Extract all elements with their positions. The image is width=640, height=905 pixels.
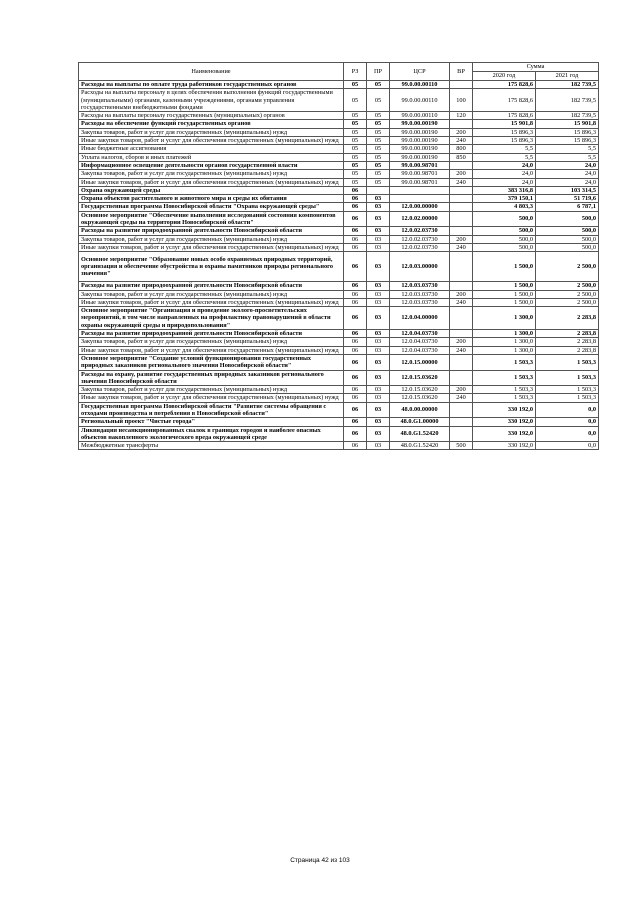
row-name: Иные закупки товаров, работ и услуг для обеспечения государственных (муниципальных) нужд [79, 298, 344, 306]
table-row [79, 203, 599, 211]
row-sum-2021: 2 283,8 [536, 338, 599, 346]
row-pr: 05 [367, 170, 390, 178]
row-csr: 48.0.00.00000 [390, 402, 450, 418]
header-rz: РЗ [344, 63, 367, 81]
row-sum-2021: 500,0 [536, 243, 599, 251]
row-pr: 03 [367, 418, 390, 426]
row-csr: 12.0.02.03730 [390, 235, 450, 243]
row-name: Иные бюджетные ассигнования [79, 145, 344, 153]
row-sum-2020: 175 828,6 [473, 81, 536, 89]
row-csr: 12.0.02.00000 [390, 211, 450, 227]
row-rz: 06 [344, 195, 367, 203]
row-rz: 06 [344, 203, 367, 211]
row-pr: 05 [367, 137, 390, 145]
row-sum-2020: 330 192,0 [473, 442, 536, 450]
row-rz: 05 [344, 153, 367, 161]
row-sum-2021: 6 787,1 [536, 203, 599, 211]
row-rz: 05 [344, 178, 367, 186]
row-pr: 03 [367, 227, 390, 235]
header-year-2020: 2020 год [473, 72, 536, 81]
row-vr [450, 227, 473, 235]
table-row [79, 418, 599, 426]
row-sum-2021: 1 503,3 [536, 354, 599, 370]
row-pr: 03 [367, 426, 390, 442]
row-csr: 12.0.04.03730 [390, 338, 450, 346]
row-rz: 06 [344, 402, 367, 418]
table-body [79, 81, 599, 450]
row-vr: 200 [450, 235, 473, 243]
row-csr: 12.0.04.00000 [390, 307, 450, 330]
row-csr: 12.0.02.03730 [390, 243, 450, 251]
table-row [79, 394, 599, 402]
row-name: Государственная программа Новосибирской области "Охрана окружающей среды" [79, 203, 344, 211]
row-name: Государственная программа Новосибирской области "Развитие системы обращения с отходами производства и потребления в Новосибирской области" [79, 402, 344, 418]
row-pr: 03 [367, 370, 390, 386]
row-pr [367, 186, 390, 194]
row-name: Закупка товаров, работ и услуг для государственных (муниципальных) нужд [79, 235, 344, 243]
row-vr [450, 211, 473, 227]
row-rz: 06 [344, 186, 367, 194]
table-row [79, 442, 599, 450]
table-row [79, 354, 599, 370]
row-csr: 48.0.G1.52420 [390, 426, 450, 442]
row-pr: 03 [367, 386, 390, 394]
row-pr: 03 [367, 211, 390, 227]
row-sum-2021: 0,0 [536, 426, 599, 442]
table-row [79, 89, 599, 112]
row-rz: 06 [344, 426, 367, 442]
row-name: Основное мероприятие "Организация и проведение эколого-просветительских мероприятий, в том числе направленных на профилактику правонарушений в области охраны окружающей среды и природопользования" [79, 307, 344, 330]
row-csr: 12.0.03.03730 [390, 290, 450, 298]
row-vr: 240 [450, 243, 473, 251]
row-csr: 12.0.15.03620 [390, 394, 450, 402]
row-csr: 99.0.00.00190 [390, 145, 450, 153]
table-row [79, 338, 599, 346]
row-rz: 05 [344, 89, 367, 112]
row-sum-2020: 15 896,3 [473, 137, 536, 145]
row-name: Иные закупки товаров, работ и услуг для обеспечения государственных (муниципальных) нужд [79, 137, 344, 145]
row-rz: 06 [344, 386, 367, 394]
row-name: Охрана окружающей среды [79, 186, 344, 194]
row-csr: 99.0.00.98701 [390, 161, 450, 169]
row-vr: 800 [450, 145, 473, 153]
row-vr [450, 418, 473, 426]
row-sum-2020: 1 300,0 [473, 330, 536, 338]
row-name: Расходы на развитие природоохранной деятельности Новосибирской области [79, 282, 344, 290]
table-row [79, 330, 599, 338]
row-pr: 05 [367, 81, 390, 89]
budget-table [78, 62, 599, 450]
row-rz: 06 [344, 418, 367, 426]
row-sum-2021: 1 503,3 [536, 394, 599, 402]
row-pr: 03 [367, 346, 390, 354]
table-row [79, 120, 599, 128]
row-pr: 05 [367, 89, 390, 112]
row-rz: 05 [344, 145, 367, 153]
row-sum-2021: 15 896,3 [536, 137, 599, 145]
row-sum-2020: 175 828,6 [473, 112, 536, 120]
row-sum-2020: 330 192,0 [473, 426, 536, 442]
row-name: Расходы на выплаты по оплате труда работников государственных органов [79, 81, 344, 89]
row-vr [450, 203, 473, 211]
table-row [79, 290, 599, 298]
row-name: Закупка товаров, работ и услуг для государственных (муниципальных) нужд [79, 170, 344, 178]
row-pr: 03 [367, 203, 390, 211]
row-vr: 850 [450, 153, 473, 161]
table-row [79, 298, 599, 306]
row-sum-2020: 1 503,3 [473, 394, 536, 402]
row-sum-2021: 24,0 [536, 178, 599, 186]
row-rz: 06 [344, 243, 367, 251]
table-row [79, 211, 599, 227]
row-sum-2021: 2 283,8 [536, 330, 599, 338]
table-row [79, 252, 599, 282]
page-number: Страница 42 из 103 [290, 857, 350, 864]
row-csr: 99.0.00.98701 [390, 178, 450, 186]
row-rz: 06 [344, 394, 367, 402]
row-vr: 240 [450, 178, 473, 186]
row-rz: 06 [344, 346, 367, 354]
row-vr [450, 252, 473, 282]
row-rz: 05 [344, 137, 367, 145]
row-sum-2021: 103 314,5 [536, 186, 599, 194]
table-row [79, 243, 599, 251]
row-sum-2020: 1 503,3 [473, 354, 536, 370]
row-sum-2020: 1 503,3 [473, 370, 536, 386]
row-rz: 05 [344, 81, 367, 89]
row-pr: 05 [367, 153, 390, 161]
row-csr: 12.0.15.03620 [390, 386, 450, 394]
row-csr: 99.0.00.00190 [390, 128, 450, 136]
row-sum-2020: 24,0 [473, 161, 536, 169]
table-row [79, 346, 599, 354]
row-csr: 48.0.G1.00000 [390, 418, 450, 426]
row-pr: 03 [367, 243, 390, 251]
row-csr: 99.0.00.00190 [390, 120, 450, 128]
row-rz: 06 [344, 252, 367, 282]
row-sum-2020: 1 300,0 [473, 338, 536, 346]
row-sum-2020: 24,0 [473, 178, 536, 186]
row-rz: 05 [344, 120, 367, 128]
row-sum-2021: 5,5 [536, 145, 599, 153]
row-vr [450, 81, 473, 89]
row-sum-2021: 15 896,3 [536, 128, 599, 136]
row-sum-2020: 5,5 [473, 145, 536, 153]
row-pr: 05 [367, 161, 390, 169]
row-name: Региональный проект "Чистые города" [79, 418, 344, 426]
row-pr: 05 [367, 178, 390, 186]
row-vr: 200 [450, 128, 473, 136]
row-csr [390, 186, 450, 194]
row-vr [450, 354, 473, 370]
row-rz: 05 [344, 161, 367, 169]
header-pr: ПР [367, 63, 390, 81]
row-sum-2021: 24,0 [536, 170, 599, 178]
row-sum-2020: 500,0 [473, 227, 536, 235]
table-row [79, 386, 599, 394]
row-vr: 200 [450, 338, 473, 346]
row-csr: 48.0.G1.52420 [390, 442, 450, 450]
row-vr: 240 [450, 137, 473, 145]
row-csr: 12.0.03.03730 [390, 298, 450, 306]
row-rz: 06 [344, 370, 367, 386]
row-sum-2020: 500,0 [473, 211, 536, 227]
row-rz: 06 [344, 282, 367, 290]
row-rz: 06 [344, 290, 367, 298]
row-vr [450, 402, 473, 418]
table-row [79, 178, 599, 186]
row-vr: 200 [450, 170, 473, 178]
row-name: Охрана объектов растительного и животного мира и среды их обитания [79, 195, 344, 203]
row-csr: 12.0.15.03620 [390, 370, 450, 386]
row-sum-2021: 24,0 [536, 161, 599, 169]
row-rz: 05 [344, 128, 367, 136]
row-csr: 12.0.04.03730 [390, 330, 450, 338]
row-name: Основное мероприятие "Обеспечение выполнения исследований состояния компонентов окружающей среды на территории Новосибирской области" [79, 211, 344, 227]
row-rz: 06 [344, 307, 367, 330]
row-csr: 12.0.15.00000 [390, 354, 450, 370]
row-csr: 12.0.02.03730 [390, 227, 450, 235]
row-sum-2020: 1 500,0 [473, 252, 536, 282]
row-csr: 12.0.03.03730 [390, 282, 450, 290]
header-row [79, 63, 599, 72]
row-name: Закупка товаров, работ и услуг для государственных (муниципальных) нужд [79, 128, 344, 136]
row-sum-2020: 383 316,8 [473, 186, 536, 194]
row-sum-2020: 24,0 [473, 170, 536, 178]
row-sum-2021: 1 503,3 [536, 386, 599, 394]
row-sum-2020: 4 803,3 [473, 203, 536, 211]
row-vr [450, 161, 473, 169]
row-sum-2021: 500,0 [536, 235, 599, 243]
table-row [79, 145, 599, 153]
table-row [79, 370, 599, 386]
row-vr: 500 [450, 442, 473, 450]
row-pr: 03 [367, 235, 390, 243]
row-name: Информационное освещение деятельности органов государственной власти [79, 161, 344, 169]
row-vr: 200 [450, 386, 473, 394]
header-sum: Сумма [473, 63, 599, 72]
row-rz: 06 [344, 227, 367, 235]
row-sum-2021: 0,0 [536, 402, 599, 418]
table-row [79, 195, 599, 203]
row-sum-2021: 0,0 [536, 418, 599, 426]
row-pr: 03 [367, 354, 390, 370]
row-sum-2021: 15 901,8 [536, 120, 599, 128]
row-sum-2020: 15 896,3 [473, 128, 536, 136]
row-sum-2021: 2 283,8 [536, 307, 599, 330]
row-sum-2021: 500,0 [536, 211, 599, 227]
row-name: Закупка товаров, работ и услуг для государственных (муниципальных) нужд [79, 290, 344, 298]
row-vr [450, 330, 473, 338]
row-pr: 05 [367, 112, 390, 120]
row-rz: 06 [344, 330, 367, 338]
row-pr: 05 [367, 120, 390, 128]
table-row [79, 137, 599, 145]
row-vr: 120 [450, 112, 473, 120]
row-pr: 03 [367, 338, 390, 346]
row-rz: 06 [344, 211, 367, 227]
row-sum-2021: 182 739,5 [536, 81, 599, 89]
row-sum-2020: 1 500,0 [473, 290, 536, 298]
header-name: Наименование [79, 63, 344, 81]
row-csr: 12.0.03.00000 [390, 252, 450, 282]
row-name: Иные закупки товаров, работ и услуг для обеспечения государственных (муниципальных) нужд [79, 178, 344, 186]
row-name: Расходы на выплаты персоналу в целях обеспечения выполнения функций государственными (муниципальными) органами, казенными учреждениями, органами управления государственными внебюджетными фондами [79, 89, 344, 112]
row-pr: 03 [367, 442, 390, 450]
table-row [79, 307, 599, 330]
row-vr [450, 195, 473, 203]
table-row [79, 426, 599, 442]
table-row [79, 235, 599, 243]
row-pr: 03 [367, 298, 390, 306]
row-sum-2020: 1 500,0 [473, 298, 536, 306]
header-year-2021: 2021 год [536, 72, 599, 81]
table-row [79, 170, 599, 178]
row-rz: 06 [344, 298, 367, 306]
row-name: Иные закупки товаров, работ и услуг для обеспечения государственных (муниципальных) нужд [79, 346, 344, 354]
row-pr: 03 [367, 195, 390, 203]
table-row [79, 402, 599, 418]
row-sum-2020: 379 150,1 [473, 195, 536, 203]
row-pr: 03 [367, 252, 390, 282]
row-name: Уплата налогов, сборов и иных платежей [79, 153, 344, 161]
row-vr: 100 [450, 89, 473, 112]
row-name: Расходы на развитие природоохранной деятельности Новосибирской области [79, 227, 344, 235]
header-vr: ВР [450, 63, 473, 81]
row-sum-2020: 15 901,8 [473, 120, 536, 128]
row-name: Основное мероприятие "Создание условий функционирования государственных природных заказников регионального значения Новосибирской области" [79, 354, 344, 370]
row-csr: 99.0.00.00190 [390, 153, 450, 161]
row-pr: 03 [367, 330, 390, 338]
table-row [79, 227, 599, 235]
row-vr [450, 370, 473, 386]
row-name: Расходы на обеспечение функций государственных органов [79, 120, 344, 128]
row-sum-2021: 182 739,5 [536, 112, 599, 120]
row-sum-2020: 1 500,0 [473, 282, 536, 290]
row-sum-2021: 500,0 [536, 227, 599, 235]
row-pr: 03 [367, 402, 390, 418]
row-name: Расходы на выплаты персоналу государственных (муниципальных) органов [79, 112, 344, 120]
row-csr: 12.0.00.00000 [390, 203, 450, 211]
row-vr: 240 [450, 298, 473, 306]
row-vr [450, 186, 473, 194]
row-sum-2021: 2 500,0 [536, 298, 599, 306]
row-rz: 06 [344, 338, 367, 346]
row-csr: 12.0.04.03730 [390, 346, 450, 354]
table-row [79, 186, 599, 194]
row-name: Основное мероприятие "Образование новых особо охраняемых природных территорий, организация и обеспечение обустройства и охраны памятников природы регионального значения" [79, 252, 344, 282]
row-sum-2020: 330 192,0 [473, 418, 536, 426]
row-sum-2020: 1 300,0 [473, 307, 536, 330]
row-pr: 03 [367, 282, 390, 290]
row-name: Иные закупки товаров, работ и услуг для обеспечения государственных (муниципальных) нужд [79, 394, 344, 402]
row-pr: 05 [367, 128, 390, 136]
row-csr: 99.0.00.00110 [390, 81, 450, 89]
row-sum-2021: 5,5 [536, 153, 599, 161]
row-pr: 05 [367, 145, 390, 153]
row-sum-2021: 2 283,8 [536, 346, 599, 354]
row-csr: 99.0.00.00190 [390, 137, 450, 145]
row-vr [450, 282, 473, 290]
row-csr: 99.0.00.00110 [390, 89, 450, 112]
row-sum-2021: 2 500,0 [536, 290, 599, 298]
row-sum-2021: 2 500,0 [536, 252, 599, 282]
row-vr: 200 [450, 290, 473, 298]
row-pr: 03 [367, 290, 390, 298]
row-name: Закупка товаров, работ и услуг для государственных (муниципальных) нужд [79, 386, 344, 394]
row-sum-2020: 5,5 [473, 153, 536, 161]
row-name: Иные закупки товаров, работ и услуг для обеспечения государственных (муниципальных) нужд [79, 243, 344, 251]
row-vr [450, 120, 473, 128]
row-sum-2020: 500,0 [473, 243, 536, 251]
row-sum-2021: 0,0 [536, 442, 599, 450]
row-rz: 06 [344, 442, 367, 450]
row-name: Ликвидация несанкционированных свалок в границах городов и наиболее опасных объектов накопленного экологического вреда окружающей среде [79, 426, 344, 442]
row-name: Закупка товаров, работ и услуг для государственных (муниципальных) нужд [79, 338, 344, 346]
row-pr: 03 [367, 307, 390, 330]
table-row [79, 112, 599, 120]
row-pr: 03 [367, 394, 390, 402]
row-sum-2020: 500,0 [473, 235, 536, 243]
row-rz: 05 [344, 112, 367, 120]
table-row [79, 128, 599, 136]
table-row [79, 161, 599, 169]
row-vr: 240 [450, 394, 473, 402]
row-name: Расходы на охрану, развитие государственных природных заказников регионального значения Новосибирской области [79, 370, 344, 386]
row-sum-2020: 175 828,6 [473, 89, 536, 112]
row-sum-2020: 330 192,0 [473, 402, 536, 418]
row-vr [450, 307, 473, 330]
row-sum-2021: 2 500,0 [536, 282, 599, 290]
row-sum-2021: 1 503,3 [536, 370, 599, 386]
row-name: Расходы на развитие природоохранной деятельности Новосибирской области [79, 330, 344, 338]
row-vr: 240 [450, 346, 473, 354]
row-csr [390, 195, 450, 203]
row-rz: 06 [344, 235, 367, 243]
row-csr: 99.0.00.00110 [390, 112, 450, 120]
header-csr: ЦСР [390, 63, 450, 81]
table-row [79, 153, 599, 161]
row-csr: 99.0.00.98701 [390, 170, 450, 178]
row-rz: 05 [344, 170, 367, 178]
row-rz: 06 [344, 354, 367, 370]
row-vr [450, 426, 473, 442]
row-sum-2021: 182 739,5 [536, 89, 599, 112]
table-row [79, 81, 599, 89]
table-row [79, 282, 599, 290]
row-sum-2020: 1 503,3 [473, 386, 536, 394]
row-name: Межбюджетные трансферты [79, 442, 344, 450]
row-sum-2021: 51 719,6 [536, 195, 599, 203]
row-sum-2020: 1 300,0 [473, 346, 536, 354]
